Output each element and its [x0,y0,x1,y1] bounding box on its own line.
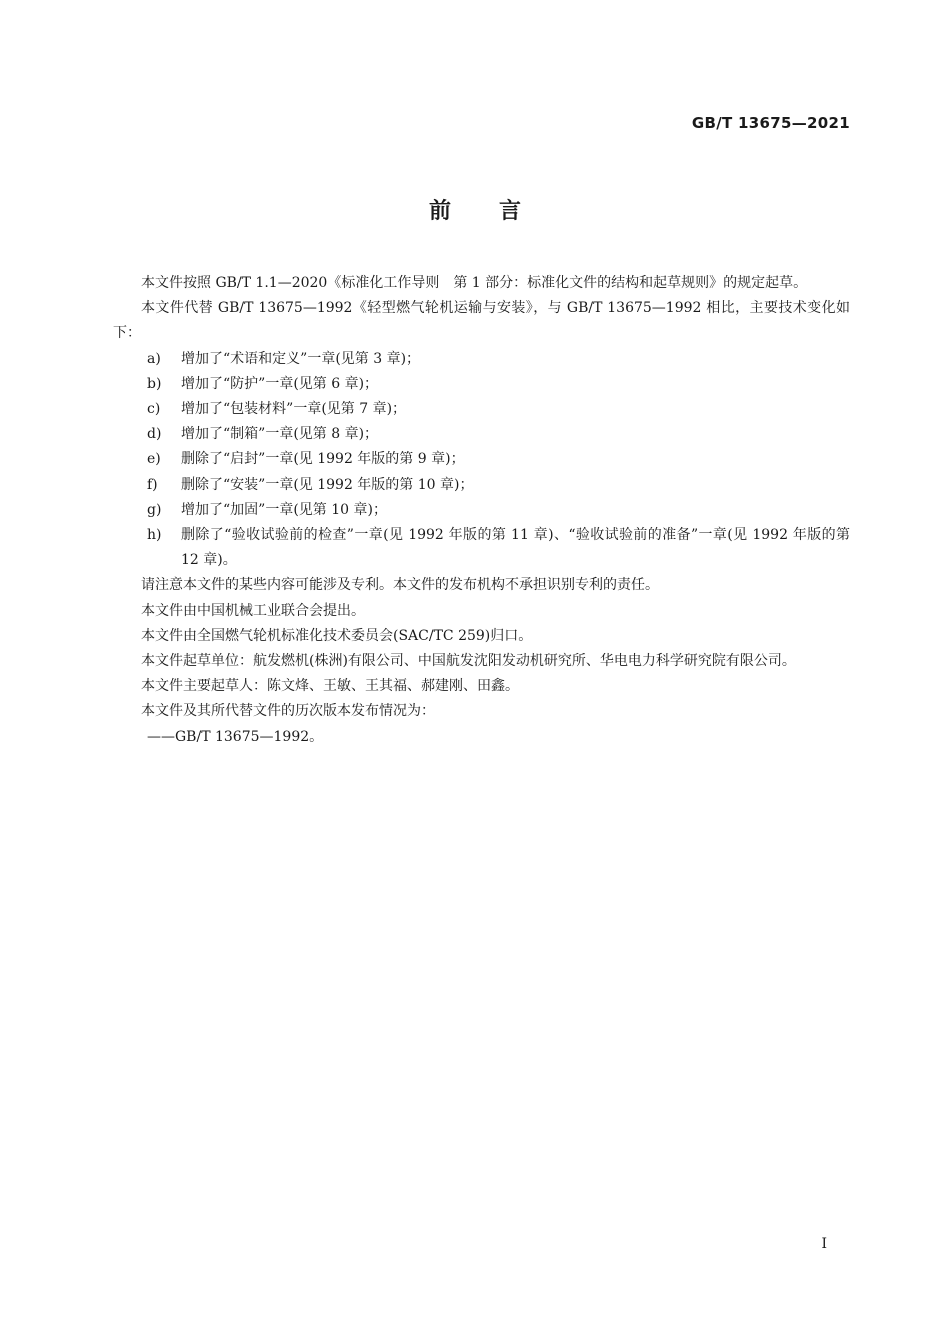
history-item: ——GB/T 13675—1992。 [147,728,324,745]
standard-number: GB/T 13675—2021 [691,114,850,132]
list-item [113,473,850,498]
list-text: 删除了“启封”一章(见 1992 年版的第 9 章)； [181,451,465,468]
list-item [113,422,850,447]
paragraph-patent-notice: 请注意本文件的某些内容可能涉及专利。本文件的发布机构不承担识别专利的责任。 [141,577,659,594]
paragraph-drafting-units: 本文件起草单位：航发燃机(株洲)有限公司、中国航发沈阳发动机研究所、华电电力科学研究院有限公司。 [141,653,796,670]
list-item [113,372,850,397]
list-marker: c) [147,401,161,418]
changes-list [113,347,850,574]
list-item [113,347,850,372]
list-item [113,498,850,523]
list-text: 增加了“防护”一章(见第 6 章)； [181,375,379,392]
list-item [113,447,850,472]
paragraph-replacement: 本文件代替 GB/T 13675—1992《轻型燃气轮机运输与安装》，与 GB/T 13675—1992 相比，主要技术变化如下： [113,300,850,342]
list-text: 增加了“制箱”一章(见第 8 章)； [181,426,379,443]
list-marker: a) [147,350,161,367]
list-text: 删除了“验收试验前的检查”一章(见 1992 年版的第 11 章)、“验收试验前的准备”一章(见 1992 年版的第 12 章)。 [181,527,850,569]
paragraph-drafting-rules: 本文件按照 GB/T 1.1—2020《标准化工作导则 第 1 部分：标准化文件的结构和起草规则》的规定起草。 [141,275,808,291]
paragraph-centralized: 本文件由全国燃气轮机标准化技术委员会(SAC/TC 259)归口。 [141,627,533,644]
list-item [113,523,850,573]
paragraph-proposer: 本文件由中国机械工业联合会提出。 [141,602,365,619]
list-marker: f) [147,476,158,493]
list-text: 增加了“加固”一章(见第 10 章)； [181,501,387,518]
list-marker: b) [147,375,162,392]
list-marker: e) [147,451,161,468]
page-title: 前言 [428,199,569,224]
paragraph-drafters: 本文件主要起草人：陈文烽、王敏、王其福、郝建刚、田鑫。 [141,678,519,695]
page-number: I [821,1236,827,1252]
paragraph-history-intro: 本文件及其所代替文件的历次版本发布情况为： [141,703,435,720]
list-item [113,397,850,422]
list-text: 删除了“安装”一章(见 1992 年版的第 10 章)； [181,476,474,493]
list-text: 增加了“包装材料”一章(见第 7 章)； [181,401,407,418]
foreword-body [113,271,850,750]
list-marker: h) [147,527,162,544]
list-marker: g) [147,501,162,518]
list-text: 增加了“术语和定义”一章(见第 3 章)； [181,350,421,367]
list-marker: d) [147,426,162,443]
